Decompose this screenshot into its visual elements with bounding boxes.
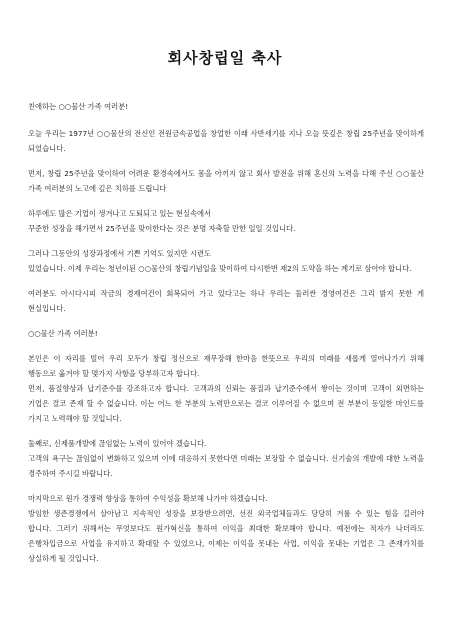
paragraph-trials: 그러나 그동안의 성장과정에서 기쁜 기억도 있지만 시련도 있었습니다. 이제 우리는 청년이된 ○○물산의 창립기념일을 맞이하여 다시한번 제2의 도약을 하는 계기로 삼아야 합니다. (28, 249, 412, 273)
document-title: 회사창립일 축사 (167, 49, 283, 67)
paragraph-gratitude: 먼저, 창립 25주년을 맞이하여 어려운 환경속에서도 몸을 아끼지 않고 회사 발전을 위해 혼신의 노력을 다해 주신 ○○물산 가족 여러분의 노고에 깊은 치하를 드립니다 (28, 169, 424, 193)
greeting-second: ○○물산 가족 여러분! (28, 329, 98, 338)
paragraph-growth: 하루에도 많은 기업이 생겨나고 도퇴되고 있는 현실속에서 꾸준한 성장을 해가면서 25주년을 맞이한다는 것은 분명 자축할 만한 일일 것입니다. (28, 209, 296, 233)
paragraph-cost: 마지막으로 원가 경쟁력 향상을 통하여 수익성을 확보해 나가야 하겠습니다. 방임한 생존경쟁에서 살아남고 지속적인 성장을 보장받으려면, 선진 외국업체들과도 당당히 겨룰 수 있는 힘을 길러야 합니다. 그러기 위해서는 무엇보다도 원가혁신을 통하여 이익을 최대한 확보해야 합니다. 예전에는 적자가 나더라도 은행차입금으로 사업을 유지하고 확대할 수 있었으나, 이제는 이익을 못내는 사업, 이익을 못내는 기업은 그 존재가치를 상실하게 될 것입니다. (28, 494, 424, 563)
paragraph-new-products: 둘째로, 신제품개발에 끊임없는 노력이 있어야 겠습니다. 고객의 욕구는 끊임없이 변화하고 있으며 이에 대응하지 못한다면 미래는 보장할 수 없습니다. 신기술의 개발에 대한 노력을 경주하여 주시길 바랍니다. (28, 439, 425, 478)
greeting: 친애하는 ○○물산 가족 여러분! (28, 102, 129, 111)
document-body (28, 99, 424, 566)
paragraph-anniversary: 오늘 우리는 1977년 ○○물산의 전신인 전원금속공업을 창업한 이래 사반세기를 지나 오늘 뜻깊은 창립 25주년을 맞이하게 되었습니다. (28, 129, 424, 153)
paragraph-quality: 본인은 이 자리를 빌어 우리 모두가 창립 정신으로 재무장해 한마음 한뜻으로 우리의 미래를 새롭게 열어나가기 위해 행동으로 옮겨야 할 몇가지 사항을 당부하고자 합니다. 먼저, 품질향상과 납기준수를 강조하고자 합니다. 고객과의 신뢰는 품질과 납기준수에서 쌓이는 것이며 고객이 외면하는 기업은 결코 존재 할 수 없습니다. 이는 어느 한 부분의 노력만으로는 결코 이루어질 수 없으며 전 부분이 동일한 마인드를 가지고 노력해야 할 것입니다. (28, 354, 424, 423)
paragraph-economy: 여러분도 아시다시피 작금의 경제여건이 회복되어 가고 있다고는 하나 우리는 둘러싼 경영여건은 그리 밝지 못한 게 현실입니다. (28, 289, 424, 313)
